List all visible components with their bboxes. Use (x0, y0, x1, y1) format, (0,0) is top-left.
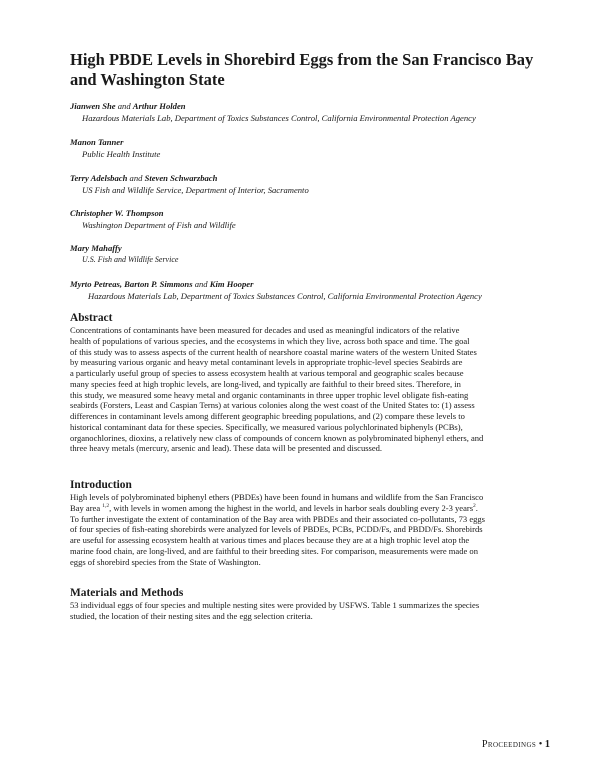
citation-ref: 1,2 (102, 502, 110, 509)
introduction-line: are useful for assessing ecosystem health at various times and places because they are at a high trophic level atop the (70, 535, 470, 545)
introduction-line: High levels of polybrominated biphenyl ethers (PBDEs) have been found in humans and wildlife from the San Francisco (70, 492, 484, 502)
abstract-line: many species feed at high trophic levels, are long-lived, and typically are faithful to their breed sites. Therefore, in (70, 378, 461, 389)
abstract-body (70, 325, 550, 454)
author-group-6 (70, 278, 550, 302)
abstract-line: differences in contaminant levels among different geographic breeding populations, and (2) compare these levels to (70, 411, 465, 421)
page-footer (482, 739, 550, 750)
footer-separator: • (536, 739, 545, 750)
intro-text: Bay area (70, 502, 103, 513)
author-group-1 (70, 100, 550, 124)
methods-line: studied, the location of their nesting sites and the egg selection criteria. (70, 610, 313, 621)
author-name: Kim Hooper (209, 279, 254, 289)
author-names: Myrto Petreas, Barton P. Simmons (70, 279, 193, 289)
citation-ref: 2 (473, 502, 476, 509)
author-name: Arthur Holden (132, 101, 186, 111)
introduction-heading: Introduction (70, 479, 132, 491)
intro-text: . (475, 502, 478, 513)
introduction-line: eggs of shorebird species from the State of Washington. (70, 556, 261, 567)
page-number: 1 (544, 739, 550, 750)
introduction-body (70, 492, 550, 567)
author-name: Christopher W. Thompson (70, 208, 164, 218)
methods-heading: Materials and Methods (70, 587, 184, 599)
abstract-heading: Abstract (70, 312, 113, 324)
abstract-line: historical contaminant data for these species. Specifically, we measured various polychlorinated biphenyls (PCBs), (70, 421, 463, 432)
introduction-line: marine food chain, are long-lived, and are faithful to their breeding sites. For comparison, measurements were made on (70, 545, 478, 556)
author-name: Steven Schwarzbach (144, 173, 218, 183)
author-group-2 (70, 136, 550, 160)
author-affiliation: Washington Department of Fish and Wildlife (82, 220, 236, 230)
introduction-line (70, 503, 550, 514)
author-conjunction: and (192, 279, 210, 289)
abstract-line: a particularly useful group of species to assess ecosystem health at various temporal and geographic scales because (70, 368, 464, 378)
title-line: High PBDE Levels in Shorebird Eggs from the San Francisco Bay (70, 50, 534, 69)
abstract-line: this study, we measured some heavy metal and organic contaminants in three upper trophic level obligate fish-eating (70, 389, 469, 400)
author-conjunction: and (127, 173, 145, 183)
abstract-line: seabirds (Forsters, Least and Caspian Terns) at various colonies along the west coast of the United States to: (1) assess (70, 400, 475, 411)
author-name: Manon Tanner (70, 137, 124, 147)
author-affiliation: US Fish and Wildlife Service, Department of Interior, Sacramento (82, 185, 309, 195)
abstract-line: of this study was to assess aspects of the current health of nearshore coastal marine waters of the western United States (70, 346, 477, 357)
abstract-line: Concentrations of contaminants have been measured for decades and used as meaningful indicators of the relative (70, 325, 460, 335)
author-group-4 (70, 207, 550, 231)
paper-title (70, 50, 540, 90)
intro-text: , with levels in women among the highest in the world, and levels in harbor seals doubling every 2-3 years (109, 502, 474, 513)
author-affiliation: Hazardous Materials Lab, Department of Toxics Substances Control, California Environmental Protection Agency (88, 291, 482, 301)
author-name: Jianwen She (70, 101, 116, 111)
author-affiliation: Public Health Institute (82, 149, 161, 159)
methods-line: 53 individual eggs of four species and multiple nesting sites were provided by USFWS. Table 1 summarizes the species (70, 600, 480, 610)
introduction-line: of four species of fish-eating shorebirds were analyzed for levels of PBDEs, PCBs, PCDD/Fs, and PBDD/Fs. Shorebirds (70, 524, 483, 535)
methods-body (70, 600, 550, 622)
abstract-line: three heavy metals (mercury, arsenic and lead). These data will be presented and discussed. (70, 443, 383, 454)
abstract-line: by measuring various organic and heavy metal contaminant levels in appropriate trophic-level species Seabirds are (70, 357, 463, 368)
author-name: Terry Adelsbach (70, 173, 128, 183)
abstract-line: health of populations of various species, and the ecosystems in which they live, across both space and time. The goal (70, 335, 470, 346)
author-name: Mary Mahaffy (70, 243, 122, 253)
abstract-line: organochlorines, dioxins, a relatively new class of compounds of concern known as polybrominated biphenyl ethers, and (70, 432, 484, 443)
author-conjunction: and (115, 101, 133, 111)
introduction-line: To further investigate the extent of contamination of the Bay area with PBDEs and their associated co-pollutants, 73 eggs (70, 513, 485, 524)
author-affiliation: Hazardous Materials Lab, Department of Toxics Substances Control, California Environmental Protection Agency (82, 113, 476, 123)
author-group-5 (70, 242, 550, 266)
footer-label: Proceedings (481, 739, 537, 750)
author-affiliation: U.S. Fish and Wildlife Service (82, 255, 179, 264)
author-group-3 (70, 172, 550, 196)
title-line: and Washington State (70, 70, 225, 89)
